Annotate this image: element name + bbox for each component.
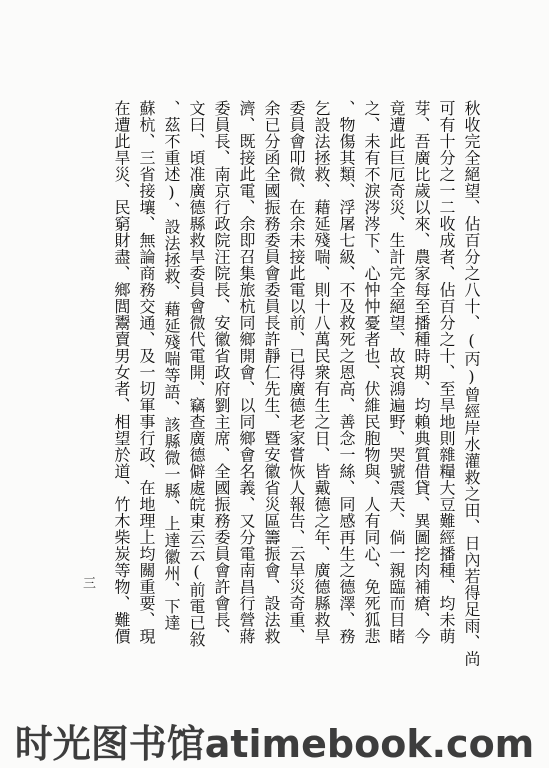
text-column-10: 濟、既接此電、余即召集旅杭同鄉開會、以同鄉會名義、又分電南昌行營蔣 — [237, 100, 256, 645]
text-column-13: 、茲不重述)、設法拯救、藉延殘喘等語、該縣微一縣、上達徽州、下達 — [162, 100, 181, 631]
text-column-4: 竟遭此巨厄奇災、生計完全絕望、故哀鴻遍野、哭號震天、倘一親臨而目睹 — [387, 100, 406, 645]
text-column-8: 委員會叩微、在余未接此電以前、已得廣德老家嘗恢人報告、云旱災奇重、 — [287, 100, 306, 645]
text-column-3: 芽、吾廣比歲以來、農家每至播種時期、均賴典質借貸、異圖挖肉補瘡、今 — [412, 100, 431, 645]
watermark: 时光图书馆atimebook.com — [14, 721, 535, 766]
text-column-1: 秋收完全絕望、佔百分之八十、(丙)曾經岸水灌救之田、日內若得足雨、尚 — [462, 100, 481, 667]
text-column-11: 委員長、南京行政院汪院長、安徽省政府劉主席、全國振務委員會許會長、 — [212, 100, 231, 645]
text-column-2: 可有十分之一二收成者、佔百分之十、至旱地則雜糧大豆難經播種、均未萌 — [437, 100, 456, 645]
text-column-15: 在遭此旱災、民窮財盡、鄉閭鬻賣男女者、相望於道、竹木柴炭等物、難價 — [112, 100, 131, 645]
text-column-14: 蘇杭、三省接壤、無論商務交通、及一切軍事行政、在地理上均關重要、現 — [137, 100, 156, 645]
page-number: 三 — [80, 576, 95, 589]
text-column-5: 之、未有不淚涔涔下、心忡忡憂者也、伏維民胞物與、人有同心、免死狐悲 — [362, 100, 381, 645]
text-column-7: 乞設法拯救、藉延殘喘、則十八萬民衆有生之日、皆戴德之年、廣德縣救旱 — [312, 100, 331, 645]
text-column-6: 、物傷其類、浮屠七級、不及救死之恩高、善念一絲、同感再生之德澤、務 — [337, 100, 356, 645]
text-column-9: 余已分函全國振務委員會委員長許靜仁先生、暨安徽省災區籌振會、設法救 — [262, 100, 281, 645]
text-column-12: 文曰、頃准廣德縣救旱委員會微代電開、竊查廣德僻處皖東云云(前電已敘 — [187, 100, 206, 648]
